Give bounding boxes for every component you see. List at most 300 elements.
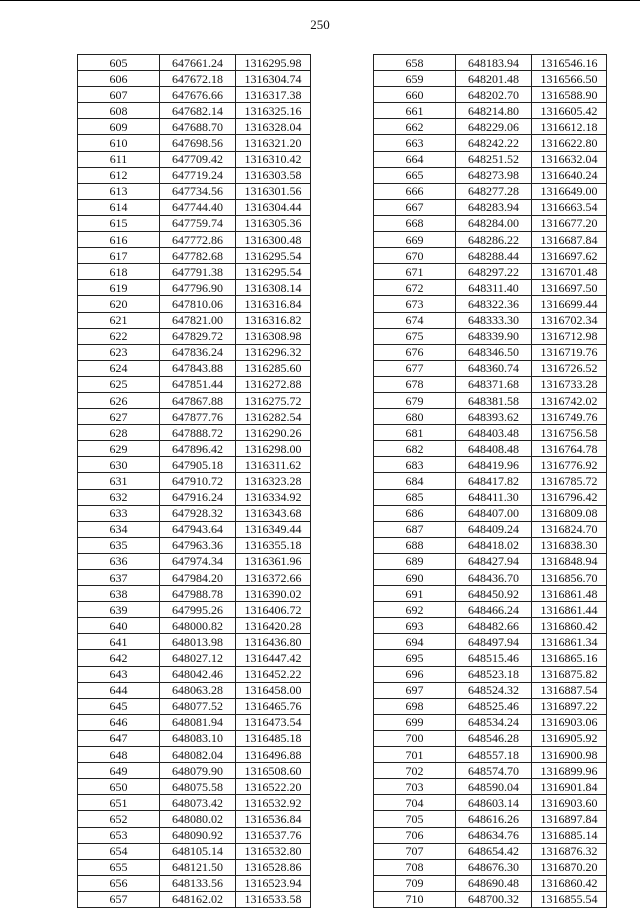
- point-number-cell: 663: [374, 135, 456, 151]
- y-coordinate-cell: 1316861.44: [532, 602, 607, 618]
- y-coordinate-cell: 1316903.06: [532, 714, 607, 730]
- x-coordinate-cell: 648105.14: [160, 843, 236, 859]
- x-coordinate-cell: 648077.52: [160, 698, 236, 714]
- y-coordinate-cell: 1316452.22: [236, 666, 311, 682]
- point-number-cell: 632: [78, 489, 160, 505]
- x-coordinate-cell: 647974.34: [160, 553, 236, 569]
- x-coordinate-cell: 648523.18: [456, 666, 532, 682]
- x-coordinate-cell: 647709.42: [160, 151, 236, 167]
- table-row: [78, 747, 311, 763]
- table-row: [374, 232, 607, 248]
- table-row: [374, 553, 607, 569]
- x-coordinate-cell: 648381.58: [456, 392, 532, 408]
- table-row: [78, 119, 311, 135]
- x-coordinate-cell: 648075.58: [160, 779, 236, 795]
- y-coordinate-cell: 1316304.74: [236, 71, 311, 87]
- table-row: [78, 264, 311, 280]
- table-row: [374, 763, 607, 779]
- table-row: [374, 666, 607, 682]
- y-coordinate-cell: 1316855.54: [532, 891, 607, 907]
- y-coordinate-cell: 1316295.98: [236, 55, 311, 71]
- y-coordinate-cell: 1316903.60: [532, 795, 607, 811]
- point-number-cell: 655: [78, 859, 160, 875]
- table-row: [78, 135, 311, 151]
- table-row: [78, 891, 311, 907]
- point-number-cell: 680: [374, 409, 456, 425]
- table-row: [374, 682, 607, 698]
- point-number-cell: 629: [78, 441, 160, 457]
- point-number-cell: 621: [78, 312, 160, 328]
- table-row: [374, 119, 607, 135]
- x-coordinate-cell: 648393.62: [456, 409, 532, 425]
- point-number-cell: 684: [374, 473, 456, 489]
- x-coordinate-cell: 647772.86: [160, 232, 236, 248]
- point-number-cell: 670: [374, 248, 456, 264]
- y-coordinate-cell: 1316275.72: [236, 392, 311, 408]
- x-coordinate-cell: 648418.02: [456, 537, 532, 553]
- y-coordinate-cell: 1316876.32: [532, 843, 607, 859]
- y-coordinate-cell: 1316663.54: [532, 199, 607, 215]
- x-coordinate-cell: 647984.20: [160, 570, 236, 586]
- point-number-cell: 639: [78, 602, 160, 618]
- table-row: [78, 344, 311, 360]
- point-number-cell: 642: [78, 650, 160, 666]
- x-coordinate-cell: 647734.56: [160, 183, 236, 199]
- y-coordinate-cell: 1316632.04: [532, 151, 607, 167]
- x-coordinate-cell: 648408.48: [456, 441, 532, 457]
- point-number-cell: 693: [374, 618, 456, 634]
- x-coordinate-cell: 648403.48: [456, 425, 532, 441]
- y-coordinate-cell: 1316310.42: [236, 151, 311, 167]
- point-number-cell: 648: [78, 747, 160, 763]
- table-row: [78, 87, 311, 103]
- point-number-cell: 705: [374, 811, 456, 827]
- point-number-cell: 681: [374, 425, 456, 441]
- point-number-cell: 708: [374, 859, 456, 875]
- y-coordinate-cell: 1316485.18: [236, 730, 311, 746]
- table-row: [374, 215, 607, 231]
- y-coordinate-cell: 1316496.88: [236, 747, 311, 763]
- point-number-cell: 625: [78, 376, 160, 392]
- coordinates-table-left: [77, 54, 311, 908]
- point-number-cell: 627: [78, 409, 160, 425]
- y-coordinate-cell: 1316473.54: [236, 714, 311, 730]
- y-coordinate-cell: 1316308.98: [236, 328, 311, 344]
- x-coordinate-cell: 648515.46: [456, 650, 532, 666]
- table-row: [374, 570, 607, 586]
- x-coordinate-cell: 648534.24: [456, 714, 532, 730]
- x-coordinate-cell: 648063.28: [160, 682, 236, 698]
- y-coordinate-cell: 1316295.54: [236, 248, 311, 264]
- table-row: [374, 714, 607, 730]
- x-coordinate-cell: 647782.68: [160, 248, 236, 264]
- point-number-cell: 699: [374, 714, 456, 730]
- point-number-cell: 615: [78, 215, 160, 231]
- table-row: [78, 103, 311, 119]
- x-coordinate-cell: 648079.90: [160, 763, 236, 779]
- x-coordinate-cell: 648133.56: [160, 875, 236, 891]
- table-row: [78, 537, 311, 553]
- point-number-cell: 638: [78, 586, 160, 602]
- table-row: [374, 87, 607, 103]
- y-coordinate-cell: 1316622.80: [532, 135, 607, 151]
- y-coordinate-cell: 1316349.44: [236, 521, 311, 537]
- y-coordinate-cell: 1316719.76: [532, 344, 607, 360]
- x-coordinate-cell: 647843.88: [160, 360, 236, 376]
- table-row: [374, 360, 607, 376]
- x-coordinate-cell: 647905.18: [160, 457, 236, 473]
- x-coordinate-cell: 647916.24: [160, 489, 236, 505]
- table-row: [78, 682, 311, 698]
- scan-edge-line: [0, 0, 640, 1]
- table-row: [374, 891, 607, 907]
- table-row: [78, 795, 311, 811]
- y-coordinate-cell: 1316390.02: [236, 586, 311, 602]
- table-row: [78, 151, 311, 167]
- x-coordinate-cell: 648346.50: [456, 344, 532, 360]
- table-row: [374, 264, 607, 280]
- y-coordinate-cell: 1316328.04: [236, 119, 311, 135]
- y-coordinate-cell: 1316334.92: [236, 489, 311, 505]
- y-coordinate-cell: 1316640.24: [532, 167, 607, 183]
- x-coordinate-cell: 648013.98: [160, 634, 236, 650]
- table-row: [374, 827, 607, 843]
- y-coordinate-cell: 1316733.28: [532, 376, 607, 392]
- x-coordinate-cell: 648277.28: [456, 183, 532, 199]
- table-row: [374, 859, 607, 875]
- x-coordinate-cell: 648436.70: [456, 570, 532, 586]
- point-number-cell: 682: [374, 441, 456, 457]
- x-coordinate-cell: 647676.66: [160, 87, 236, 103]
- table-row: [374, 521, 607, 537]
- x-coordinate-cell: 648450.92: [456, 586, 532, 602]
- y-coordinate-cell: 1316566.50: [532, 71, 607, 87]
- coordinates-table-right: [373, 54, 607, 908]
- point-number-cell: 666: [374, 183, 456, 199]
- point-number-cell: 668: [374, 215, 456, 231]
- point-number-cell: 707: [374, 843, 456, 859]
- point-number-cell: 676: [374, 344, 456, 360]
- y-coordinate-cell: 1316861.34: [532, 634, 607, 650]
- table-row: [78, 199, 311, 215]
- point-number-cell: 672: [374, 280, 456, 296]
- x-coordinate-cell: 648082.04: [160, 747, 236, 763]
- point-number-cell: 618: [78, 264, 160, 280]
- point-number-cell: 607: [78, 87, 160, 103]
- point-number-cell: 694: [374, 634, 456, 650]
- y-coordinate-cell: 1316809.08: [532, 505, 607, 521]
- table-row: [78, 280, 311, 296]
- x-coordinate-cell: 648273.98: [456, 167, 532, 183]
- x-coordinate-cell: 648311.40: [456, 280, 532, 296]
- point-number-cell: 675: [374, 328, 456, 344]
- x-coordinate-cell: 648525.46: [456, 698, 532, 714]
- x-coordinate-cell: 647791.38: [160, 264, 236, 280]
- point-number-cell: 710: [374, 891, 456, 907]
- point-number-cell: 700: [374, 730, 456, 746]
- x-coordinate-cell: 648090.92: [160, 827, 236, 843]
- x-coordinate-cell: 647867.88: [160, 392, 236, 408]
- x-coordinate-cell: 647943.64: [160, 521, 236, 537]
- point-number-cell: 619: [78, 280, 160, 296]
- x-coordinate-cell: 647672.18: [160, 71, 236, 87]
- x-coordinate-cell: 648000.82: [160, 618, 236, 634]
- y-coordinate-cell: 1316756.58: [532, 425, 607, 441]
- point-number-cell: 709: [374, 875, 456, 891]
- table-row: [78, 586, 311, 602]
- table-row: [78, 376, 311, 392]
- y-coordinate-cell: 1316523.94: [236, 875, 311, 891]
- y-coordinate-cell: 1316697.62: [532, 248, 607, 264]
- table-row: [374, 537, 607, 553]
- table-row: [374, 505, 607, 521]
- y-coordinate-cell: 1316508.60: [236, 763, 311, 779]
- table-row: [374, 489, 607, 505]
- point-number-cell: 688: [374, 537, 456, 553]
- point-number-cell: 703: [374, 779, 456, 795]
- x-coordinate-cell: 648574.70: [456, 763, 532, 779]
- point-number-cell: 656: [78, 875, 160, 891]
- y-coordinate-cell: 1316533.58: [236, 891, 311, 907]
- table-row: [78, 843, 311, 859]
- x-coordinate-cell: 648407.00: [456, 505, 532, 521]
- point-number-cell: 616: [78, 232, 160, 248]
- point-number-cell: 631: [78, 473, 160, 489]
- y-coordinate-cell: 1316885.14: [532, 827, 607, 843]
- table-row: [78, 650, 311, 666]
- x-coordinate-cell: 648546.28: [456, 730, 532, 746]
- point-number-cell: 691: [374, 586, 456, 602]
- table-row: [78, 55, 311, 71]
- table-row: [374, 425, 607, 441]
- table-row: [78, 296, 311, 312]
- x-coordinate-cell: 647988.78: [160, 586, 236, 602]
- y-coordinate-cell: 1316712.98: [532, 328, 607, 344]
- point-number-cell: 624: [78, 360, 160, 376]
- point-number-cell: 683: [374, 457, 456, 473]
- table-row: [78, 441, 311, 457]
- table-row: [78, 827, 311, 843]
- x-coordinate-cell: 648427.94: [456, 553, 532, 569]
- x-coordinate-cell: 647661.24: [160, 55, 236, 71]
- x-coordinate-cell: 648411.30: [456, 489, 532, 505]
- x-coordinate-cell: 648524.32: [456, 682, 532, 698]
- point-number-cell: 634: [78, 521, 160, 537]
- point-number-cell: 679: [374, 392, 456, 408]
- point-number-cell: 640: [78, 618, 160, 634]
- x-coordinate-cell: 648497.94: [456, 634, 532, 650]
- x-coordinate-cell: 648121.50: [160, 859, 236, 875]
- table-row: [78, 730, 311, 746]
- table-row: [374, 409, 607, 425]
- x-coordinate-cell: 648333.30: [456, 312, 532, 328]
- table-row: [374, 586, 607, 602]
- y-coordinate-cell: 1316372.66: [236, 570, 311, 586]
- table-row: [374, 248, 607, 264]
- x-coordinate-cell: 648284.00: [456, 215, 532, 231]
- point-number-cell: 630: [78, 457, 160, 473]
- x-coordinate-cell: 647836.24: [160, 344, 236, 360]
- table-row: [78, 248, 311, 264]
- point-number-cell: 652: [78, 811, 160, 827]
- y-coordinate-cell: 1316532.92: [236, 795, 311, 811]
- point-number-cell: 695: [374, 650, 456, 666]
- table-row: [374, 167, 607, 183]
- x-coordinate-cell: 648083.10: [160, 730, 236, 746]
- x-coordinate-cell: 648283.94: [456, 199, 532, 215]
- x-coordinate-cell: 647759.74: [160, 215, 236, 231]
- table-row: [78, 779, 311, 795]
- table-row: [374, 55, 607, 71]
- point-number-cell: 673: [374, 296, 456, 312]
- point-number-cell: 658: [374, 55, 456, 71]
- x-coordinate-cell: 647796.90: [160, 280, 236, 296]
- point-number-cell: 686: [374, 505, 456, 521]
- y-coordinate-cell: 1316323.28: [236, 473, 311, 489]
- y-coordinate-cell: 1316528.86: [236, 859, 311, 875]
- point-number-cell: 661: [374, 103, 456, 119]
- table-row: [78, 602, 311, 618]
- table-row: [78, 232, 311, 248]
- x-coordinate-cell: 647963.36: [160, 537, 236, 553]
- point-number-cell: 633: [78, 505, 160, 521]
- point-number-cell: 643: [78, 666, 160, 682]
- table-row: [374, 779, 607, 795]
- y-coordinate-cell: 1316865.16: [532, 650, 607, 666]
- y-coordinate-cell: 1316887.54: [532, 682, 607, 698]
- table-row: [374, 312, 607, 328]
- y-coordinate-cell: 1316824.70: [532, 521, 607, 537]
- table-row: [374, 730, 607, 746]
- y-coordinate-cell: 1316897.22: [532, 698, 607, 714]
- x-coordinate-cell: 648042.46: [160, 666, 236, 682]
- x-coordinate-cell: 648288.44: [456, 248, 532, 264]
- table-row: [374, 280, 607, 296]
- table-row: [374, 376, 607, 392]
- table-row: [374, 344, 607, 360]
- table-row: [374, 199, 607, 215]
- point-number-cell: 617: [78, 248, 160, 264]
- x-coordinate-cell: 647928.32: [160, 505, 236, 521]
- x-coordinate-cell: 647688.70: [160, 119, 236, 135]
- y-coordinate-cell: 1316796.42: [532, 489, 607, 505]
- y-coordinate-cell: 1316701.48: [532, 264, 607, 280]
- table-row: [78, 698, 311, 714]
- table-row: [374, 843, 607, 859]
- y-coordinate-cell: 1316860.42: [532, 875, 607, 891]
- table-row: [78, 312, 311, 328]
- x-coordinate-cell: 648419.96: [456, 457, 532, 473]
- table-row: [374, 71, 607, 87]
- x-coordinate-cell: 648700.32: [456, 891, 532, 907]
- table-row: [374, 135, 607, 151]
- point-number-cell: 620: [78, 296, 160, 312]
- x-coordinate-cell: 648603.14: [456, 795, 532, 811]
- table-row: [78, 811, 311, 827]
- table-row: [78, 328, 311, 344]
- x-coordinate-cell: 648081.94: [160, 714, 236, 730]
- table-row: [374, 183, 607, 199]
- x-coordinate-cell: 648251.52: [456, 151, 532, 167]
- table-row: [374, 698, 607, 714]
- point-number-cell: 669: [374, 232, 456, 248]
- table-row: [78, 714, 311, 730]
- x-coordinate-cell: 648229.06: [456, 119, 532, 135]
- point-number-cell: 702: [374, 763, 456, 779]
- table-row: [78, 553, 311, 569]
- x-coordinate-cell: 648080.02: [160, 811, 236, 827]
- point-number-cell: 644: [78, 682, 160, 698]
- table-row: [78, 409, 311, 425]
- point-number-cell: 651: [78, 795, 160, 811]
- table-row: [374, 441, 607, 457]
- y-coordinate-cell: 1316702.34: [532, 312, 607, 328]
- table-row: [78, 215, 311, 231]
- table-row: [374, 602, 607, 618]
- y-coordinate-cell: 1316687.84: [532, 232, 607, 248]
- table-row: [374, 875, 607, 891]
- table-row: [374, 457, 607, 473]
- x-coordinate-cell: 647744.40: [160, 199, 236, 215]
- y-coordinate-cell: 1316447.42: [236, 650, 311, 666]
- y-coordinate-cell: 1316317.38: [236, 87, 311, 103]
- y-coordinate-cell: 1316856.70: [532, 570, 607, 586]
- point-number-cell: 647: [78, 730, 160, 746]
- point-number-cell: 706: [374, 827, 456, 843]
- y-coordinate-cell: 1316699.44: [532, 296, 607, 312]
- x-coordinate-cell: 648417.82: [456, 473, 532, 489]
- x-coordinate-cell: 648322.36: [456, 296, 532, 312]
- point-number-cell: 641: [78, 634, 160, 650]
- table-row: [374, 473, 607, 489]
- page-number: 250: [310, 17, 330, 32]
- point-number-cell: 650: [78, 779, 160, 795]
- y-coordinate-cell: 1316325.16: [236, 103, 311, 119]
- x-coordinate-cell: 648676.30: [456, 859, 532, 875]
- table-row: [78, 505, 311, 521]
- y-coordinate-cell: 1316316.82: [236, 312, 311, 328]
- x-coordinate-cell: 648214.80: [456, 103, 532, 119]
- point-number-cell: 685: [374, 489, 456, 505]
- point-number-cell: 623: [78, 344, 160, 360]
- point-number-cell: 665: [374, 167, 456, 183]
- point-number-cell: 697: [374, 682, 456, 698]
- x-coordinate-cell: 647698.56: [160, 135, 236, 151]
- y-coordinate-cell: 1316298.00: [236, 441, 311, 457]
- table-row: [78, 425, 311, 441]
- point-number-cell: 646: [78, 714, 160, 730]
- y-coordinate-cell: 1316355.18: [236, 537, 311, 553]
- x-coordinate-cell: 648590.04: [456, 779, 532, 795]
- point-number-cell: 626: [78, 392, 160, 408]
- x-coordinate-cell: 648202.70: [456, 87, 532, 103]
- point-number-cell: 659: [374, 71, 456, 87]
- x-coordinate-cell: 647682.14: [160, 103, 236, 119]
- y-coordinate-cell: 1316296.32: [236, 344, 311, 360]
- y-coordinate-cell: 1316536.84: [236, 811, 311, 827]
- table-row: [374, 296, 607, 312]
- table-row: [374, 747, 607, 763]
- table-row: [78, 763, 311, 779]
- y-coordinate-cell: 1316465.76: [236, 698, 311, 714]
- y-coordinate-cell: 1316303.58: [236, 167, 311, 183]
- x-coordinate-cell: 648027.12: [160, 650, 236, 666]
- table-row: [374, 795, 607, 811]
- point-number-cell: 610: [78, 135, 160, 151]
- y-coordinate-cell: 1316532.80: [236, 843, 311, 859]
- y-coordinate-cell: 1316406.72: [236, 602, 311, 618]
- y-coordinate-cell: 1316785.72: [532, 473, 607, 489]
